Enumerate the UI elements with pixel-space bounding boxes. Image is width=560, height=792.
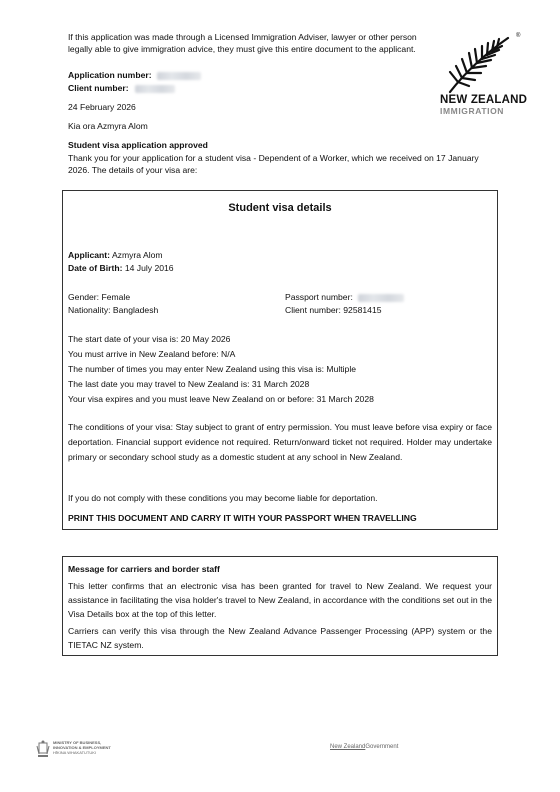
application-number-row <box>68 69 201 81</box>
visa-details-box <box>62 190 498 530</box>
visa-detail-line: The number of times you may enter New Zealand using this visa is: Multiple <box>68 364 357 374</box>
box-client-number: Client number: 92581415 <box>285 305 382 315</box>
redacted-application-number <box>157 72 201 80</box>
carriers-paragraph-1: This letter confirms that an electronic visa has been granted for travel to New Zealand. We request your assistance in facilitating the visa holder's travel to New Zealand, in accordance with the conditions set out in the Visa Details box at the top of this letter. <box>68 581 492 619</box>
logo-text-new-zealand: NEW ZEALAND <box>440 94 528 106</box>
application-number-label: Application number: <box>68 70 152 80</box>
registered-mark: ® <box>516 33 521 39</box>
nz-government-logo <box>330 743 398 751</box>
nz-immigration-logo <box>440 34 530 120</box>
visa-detail-line: Your visa expires and you must leave New Zealand on or before: 31 March 2028 <box>68 394 374 404</box>
ministry-name-line-3: HĪKINA WHAKATUTUKI <box>53 750 97 755</box>
dob-row <box>68 262 174 274</box>
print-notice: PRINT THIS DOCUMENT AND CARRY IT WITH YOUR PASSPORT WHEN TRAVELLING <box>68 513 417 523</box>
mbie-logo <box>36 740 156 762</box>
redacted-client-number <box>135 85 175 93</box>
logo-text-immigration: IMMIGRATION <box>440 106 505 116</box>
client-number-label: Client number: <box>68 83 129 93</box>
approval-text: Thank you for your application for a student visa - Dependent of a Worker, which we received on 17 January 2026. The details of your visa are: <box>68 153 479 176</box>
visa-detail-line: The last date you may travel to New Zealand is: 31 March 2028 <box>68 379 310 389</box>
letter-date: 24 February 2026 <box>68 102 136 112</box>
visa-detail-line: You must arrive in New Zealand before: N/A <box>68 349 236 359</box>
applicant-value: Azmyra Alom <box>111 250 163 260</box>
silver-fern-icon <box>442 34 512 94</box>
nationality: Nationality: Bangladesh <box>68 305 159 315</box>
applicant-label: Applicant: <box>68 250 111 260</box>
approval-heading: Student visa application approved <box>68 140 208 150</box>
dob-value: 14 July 2016 <box>124 263 174 273</box>
dob-label: Date of Birth: <box>68 263 123 273</box>
visa-detail-line: The start date of your visa is: 20 May 2026 <box>68 334 231 344</box>
applicant-row <box>68 249 163 261</box>
passport-row <box>285 291 404 303</box>
visa-details-title: Student visa details <box>228 202 332 214</box>
client-number-row <box>68 82 175 94</box>
nz-government-part-2: Government <box>365 744 399 750</box>
greeting: Kia ora Azmyra Alom <box>68 121 148 131</box>
ministry-name-line-2: INNOVATION & EMPLOYMENT <box>53 745 111 750</box>
carriers-message-box <box>62 556 498 656</box>
redacted-passport-number <box>358 294 404 302</box>
carriers-paragraph-2: Carriers can verify this visa through the New Zealand Advance Passenger Processing (APP) system or the TIETAC NZ system. <box>68 626 492 650</box>
deportation-warning: If you do not comply with these conditions you may become liable for deportation. <box>68 493 378 503</box>
nz-government-part-1: New Zealand <box>330 744 366 750</box>
gender: Gender: Female <box>68 292 131 302</box>
carriers-heading: Message for carriers and border staff <box>68 564 220 574</box>
passport-label: Passport number: <box>285 292 353 302</box>
coat-of-arms-icon <box>36 740 50 758</box>
visa-conditions: The conditions of your visa: Stay subject to grant of entry permission. You must leave before visa expiry or face deportation. Financial support evidence not required. Return/onward ticket not required. Holder may undertake primary or secondary school study as a domestic student at any school in New Zealand. <box>68 422 492 462</box>
intro-notice: If this application was made through a Licensed Immigration Adviser, lawyer or other person legally able to give immigration advice, they must give this entire document to the applicant. <box>68 32 417 55</box>
ministry-name-line-1: MINISTRY OF BUSINESS, <box>53 740 102 745</box>
